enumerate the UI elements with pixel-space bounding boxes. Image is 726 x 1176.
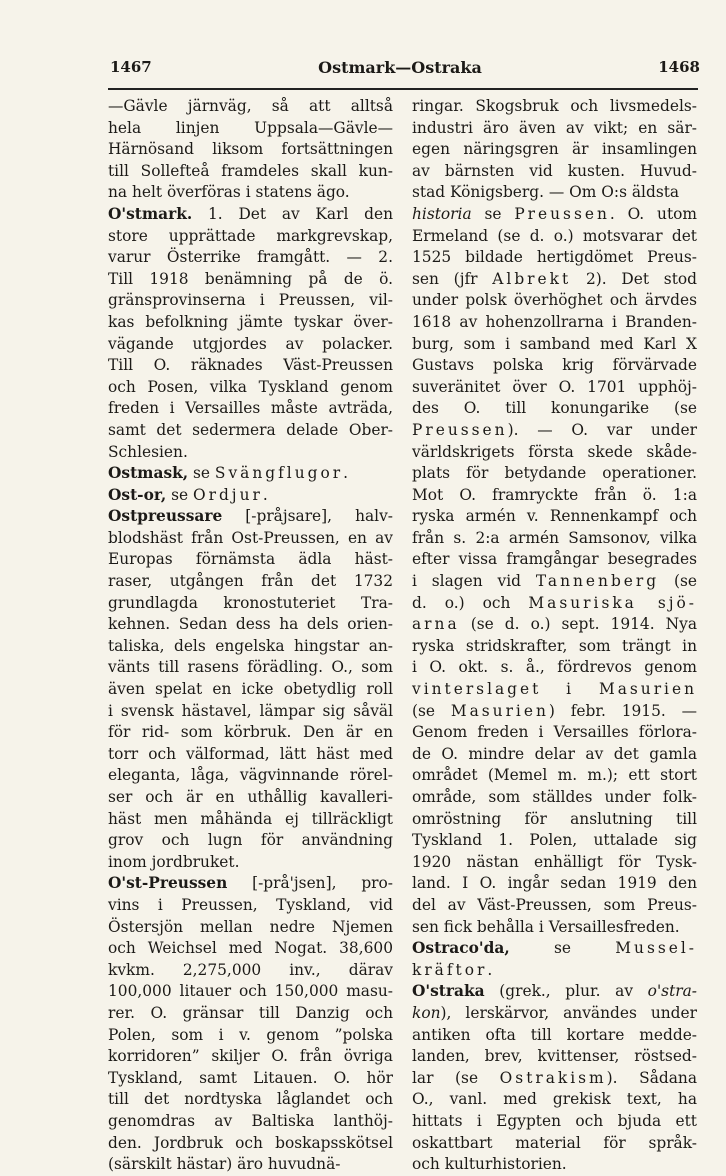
emphasis: o'stra-	[647, 982, 697, 1001]
emphasis: arna	[412, 615, 460, 634]
text-line: rer. O. gränsar till Danzig och	[108, 1003, 393, 1022]
text-line: egen näringsgren är insamlingen	[412, 140, 697, 159]
text-line: Ostraco'da, se Mussel-	[412, 939, 697, 958]
text-line: världskrigets första skede skåde-	[412, 442, 697, 461]
text-line: Polen, som i v. genom ”polska	[108, 1025, 393, 1044]
text-line: vägande utgjordes av polacker.	[108, 334, 393, 353]
text-line: Mot O. framryckte från ö. 1:a	[412, 485, 697, 504]
text-line: varur Österrike framgått. — 2.	[108, 248, 393, 267]
text-line: Tyskland 1. Polen, uttalade sig	[412, 831, 697, 850]
text-line: sen (jfr Albrekt 2). Det stod	[412, 269, 697, 288]
emphasis: Ordjur	[192, 485, 263, 504]
text-line: Ost-or, se Ordjur.	[108, 485, 268, 504]
text-line: även spelat en icke obetydlig roll	[108, 680, 393, 699]
text-line: Ermeland (se d. o.) motsvarar det	[412, 226, 697, 245]
text-line: grov och lugn för användning	[108, 831, 393, 850]
text-line: historia se Preussen. O. utom	[412, 204, 697, 223]
text-line: ryska armén v. Rennenkampf och	[412, 507, 697, 526]
text-line: omröstning för anslutning till	[412, 809, 697, 828]
text-line: —Gävle järnväg, så att alltså	[108, 97, 393, 115]
text-line: vins i Preussen, Tyskland, vid	[108, 895, 393, 914]
emphasis: Ostmask,	[108, 464, 189, 483]
emphasis: Ostrakism	[499, 1068, 607, 1087]
text-line: stad Königsberg. — Om O:s äldsta	[412, 183, 680, 202]
text-line: 100,000 litauer och 150,000 masu-	[108, 982, 393, 1001]
text-line: till det nordtyska låglandet och	[108, 1090, 393, 1109]
text-line: lar (se Ostrakism). Sådana	[412, 1068, 697, 1087]
emphasis: Preussen	[412, 420, 508, 439]
text-line: Europas förnämsta ädla häst-	[108, 550, 393, 569]
text-line: kräftor.	[412, 960, 493, 979]
text-line	[412, 679, 697, 701]
text-line: 1618 av hohenzollrarna i Branden-	[412, 312, 697, 331]
text-line: O'stmark. 1. Det av Karl den	[108, 204, 393, 223]
emphasis: O'straka	[412, 982, 485, 1001]
emphasis: O'stmark.	[108, 204, 193, 223]
text-line: kas befolkning jämte tyskar över-	[108, 312, 393, 331]
page-number-left: 1467	[110, 58, 152, 76]
text-line: ryska stridskrafter, som trängt in	[412, 636, 697, 655]
text-line: häst men måhända ej tillräckligt	[108, 809, 393, 828]
text-line: Genom freden i Versailles förlora-	[412, 723, 697, 742]
text-line: (särskilt hästar) äro huvudnä-	[108, 1155, 341, 1174]
text-line: till Sollefteå framdeles skall kun-	[108, 161, 393, 180]
emphasis: Albrekt	[492, 269, 572, 288]
text-line: Härnösand liksom fortsättningen	[108, 140, 393, 159]
text-line: Ostpreussare [-pråjsare], halv-	[108, 507, 393, 526]
emphasis: Mussel-	[615, 939, 697, 958]
text-line: grundlagda kronostuteriet Tra-	[108, 593, 393, 612]
text-line: kon), lerskärvor, användes under	[412, 1003, 697, 1022]
text-line: torr och välformad, lätt häst med	[108, 744, 393, 763]
text-line: under polsk överhöghet och ärvdes	[412, 291, 697, 310]
emphasis: kon	[412, 1003, 441, 1022]
text-line: i O. okt. s. å., fördrevos genom	[412, 658, 697, 677]
right-column	[412, 96, 697, 1176]
emphasis: vinterslaget i Masurien	[412, 680, 697, 699]
text-line: sen fick behålla i Versaillesfreden.	[412, 917, 680, 936]
text-line: O'st-Preussen [-prå'jsen], pro-	[108, 874, 393, 893]
emphasis: Masuriska sjö-	[528, 593, 697, 612]
text-line: samt det sedermera delade Ober-	[108, 420, 393, 439]
text-line: O., vanl. med grekisk text, ha	[412, 1090, 697, 1109]
header-rule	[108, 88, 698, 90]
page-header	[100, 58, 700, 82]
text-line: store upprättade markgrevskap,	[108, 226, 393, 245]
text-line: Tyskland, samt Litauen. O. hör	[108, 1068, 393, 1087]
emphasis: kräftor	[412, 960, 488, 979]
text-line: eleganta, låga, vägvinnande rörel-	[108, 766, 393, 785]
text-line: land. I O. ingår sedan 1919 den	[412, 874, 697, 893]
emphasis: Tannenberg	[535, 572, 660, 591]
text-line: landen, brev, kvittenser, röstsed-	[412, 1047, 697, 1066]
text-line: och Posen, vilka Tyskland genom	[108, 377, 393, 396]
emphasis: Svängflugor	[214, 464, 344, 483]
text-line: ringar. Skogsbruk och livsmedels-	[412, 97, 697, 115]
text-line: antiken ofta till kortare medde-	[412, 1025, 697, 1044]
text-line: genomdras av Baltiska lanthöj-	[108, 1111, 393, 1130]
text-line: na helt överföras i statens ägo.	[108, 183, 350, 202]
text-line: raser, utgången från det 1732	[108, 572, 393, 591]
text-line: område, som ställdes under folk-	[412, 788, 697, 806]
text-line: Preussen). — O. var under	[412, 420, 697, 439]
text-line: O'straka (grek., plur. av o'stra-	[412, 982, 697, 1001]
text-line: 1920 nästan enhälligt för Tysk-	[412, 852, 697, 871]
emphasis: Ostpreussare	[108, 507, 223, 526]
text-line: Gustavs polska krig förvärvade	[412, 356, 697, 375]
text-line: Ostmask, se Svängflugor.	[108, 464, 349, 483]
emphasis: Masurien	[450, 701, 549, 720]
text-line: de O. mindre delar av det gamla	[412, 744, 697, 763]
text-line: vänts till rasens förädling. O., som	[108, 658, 393, 677]
text-line: plats för betydande operationer.	[412, 464, 697, 483]
text-line: des O. till konungarike (se	[412, 399, 697, 418]
text-line: suveränitet över O. 1701 upphöj-	[412, 377, 697, 396]
text-line: i svensk hästavel, lämpar sig såväl	[108, 701, 393, 720]
text-line: freden i Versailles måste avträda,	[108, 399, 393, 418]
text-line: för rid- som körbruk. Den är en	[108, 723, 393, 742]
text-line: 1525 bildade hertigdömet Preus-	[412, 248, 697, 267]
text-line: industri äro även av vikt; en sär-	[412, 118, 697, 137]
text-line: Till 1918 benämning på de ö.	[108, 269, 393, 288]
text-line: från s. 2:a armén Samsonov, vilka	[412, 528, 697, 547]
emphasis: historia	[412, 204, 472, 223]
left-column	[108, 96, 393, 1176]
text-line: taliska, dels engelska hingstar an-	[108, 636, 393, 655]
text-line: blodshäst från Ost-Preussen, en av	[108, 528, 393, 547]
text-line: hela linjen Uppsala—Gävle—	[108, 118, 393, 137]
text-line: efter vissa framgångar besegrades	[412, 550, 697, 569]
text-line: del av Väst-Preussen, som Preus-	[412, 895, 697, 914]
text-line: Till O. räknades Väst-Preussen	[108, 356, 393, 375]
text-line: av bärnsten vid kusten. Huvud-	[412, 161, 697, 180]
text-line: i slagen vid Tannenberg (se	[412, 572, 698, 591]
emphasis: Ostraco'da,	[412, 939, 510, 958]
text-line: ser och är en uthållig kavalleri-	[108, 788, 393, 806]
text-line: arna (se d. o.) sept. 1914. Nya	[412, 615, 697, 634]
text-line: och kulturhistorien.	[412, 1155, 567, 1174]
text-line: (se Masurien) febr. 1915. —	[412, 701, 697, 720]
text-line: inom jordbruket.	[108, 852, 240, 871]
text-line: området (Memel m. m.); ett stort	[412, 766, 697, 785]
page-title: Ostmark—Ostraka	[318, 58, 482, 77]
page-number-right: 1468	[658, 58, 700, 76]
text-line: hittats i Egypten och bjuda ett	[412, 1111, 697, 1130]
text-line: gränsprovinserna i Preussen, vil-	[108, 291, 393, 310]
text-line: burg, som i samband med Karl X	[412, 334, 697, 353]
text-line: oskattbart material för språk-	[412, 1133, 697, 1152]
text-line: korridoren” skiljer O. från övriga	[108, 1047, 393, 1066]
text-line: kvkm. 2,275,000 inv., därav	[108, 960, 393, 979]
text-line: den. Jordbruk och boskapsskötsel	[108, 1133, 393, 1152]
text-line: och Weichsel med Nogat. 38,600	[108, 939, 393, 958]
emphasis: O'st-Preussen	[108, 874, 228, 893]
text-line: kehnen. Sedan dess ha dels orien-	[108, 615, 393, 634]
text-line: Östersjön mellan nedre Njemen	[108, 917, 393, 936]
emphasis: Preussen	[514, 204, 610, 223]
emphasis: Ost-or,	[108, 485, 167, 504]
text-line: d. o.) och Masuriska sjö-	[412, 593, 697, 612]
text-line: Schlesien.	[108, 442, 188, 461]
